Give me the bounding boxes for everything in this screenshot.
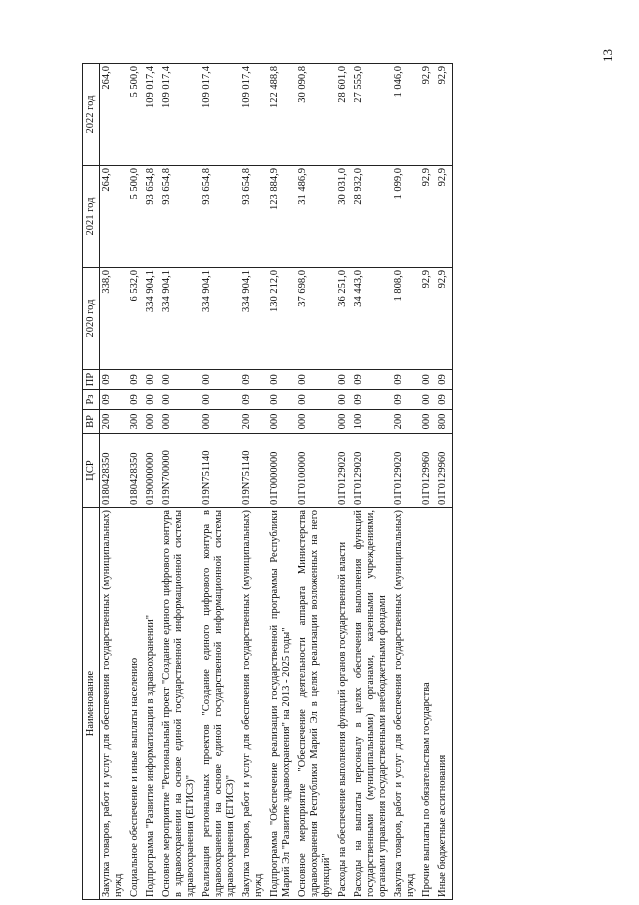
table-row — [436, 64, 453, 900]
cell-vr: 000 — [336, 410, 352, 434]
table-body — [100, 64, 453, 900]
cell-rz: 00 — [420, 390, 436, 410]
cell-2020: 6 532,0 — [128, 268, 144, 370]
cell-csr: 01Г0000000 — [268, 434, 296, 508]
cell-name: Закупка товаров, работ и услуг для обеспечения государственных (муниципальных) нужд — [392, 508, 420, 900]
cell-2020: 37 698,0 — [296, 268, 336, 370]
table-row — [200, 64, 240, 900]
cell-2022: 122 488,8 — [268, 64, 296, 166]
header-pr: ПР — [83, 370, 100, 390]
cell-2020: 334 904,1 — [200, 268, 240, 370]
cell-2022: 109 017,4 — [240, 64, 268, 166]
cell-2021: 264,0 — [100, 166, 129, 268]
cell-vr: 300 — [128, 410, 144, 434]
cell-2020: 36 251,0 — [336, 268, 352, 370]
cell-2021: 93 654,8 — [200, 166, 240, 268]
cell-vr: 200 — [100, 410, 129, 434]
cell-name: Подпрограмма "Развитие информатизации в здравоохранении" — [144, 508, 160, 900]
cell-rz: 09 — [352, 390, 392, 410]
cell-2021: 92,9 — [436, 166, 453, 268]
cell-pr: 09 — [436, 370, 453, 390]
cell-2020: 34 443,0 — [352, 268, 392, 370]
cell-csr: 01Г0129020 — [336, 434, 352, 508]
cell-name: Расходы на выплаты персоналу в целях обеспечения выполнения функций государственными (муниципальными) органами, казенными учреждениями, органами управления государственными внебюджетными фондами — [352, 508, 392, 900]
cell-2022: 28 601,0 — [336, 64, 352, 166]
cell-2022: 109 017,4 — [200, 64, 240, 166]
table-header — [83, 64, 100, 900]
cell-name: Реализация региональных проектов "Создание единого цифрового контура в здравоохранении на основе единой государственной информационной системы здравоохранения (ЕГИСЗ)" — [200, 508, 240, 900]
cell-2020: 92,9 — [436, 268, 453, 370]
table-row — [100, 64, 129, 900]
header-2021: 2021 год — [83, 166, 100, 268]
cell-pr: 00 — [144, 370, 160, 390]
cell-2022: 109 017,4 — [144, 64, 160, 166]
cell-pr: 00 — [336, 370, 352, 390]
cell-csr: 01Г0129960 — [436, 434, 453, 508]
cell-vr: 100 — [352, 410, 392, 434]
header-name: Наименование — [83, 508, 100, 900]
table-row — [352, 64, 392, 900]
cell-2020: 334 904,1 — [144, 268, 160, 370]
cell-pr: 00 — [200, 370, 240, 390]
cell-2021: 92,9 — [420, 166, 436, 268]
cell-csr: 01Г0129020 — [352, 434, 392, 508]
cell-pr: 00 — [160, 370, 200, 390]
header-2022: 2022 год — [83, 64, 100, 166]
cell-rz: 09 — [128, 390, 144, 410]
cell-csr: 01Г0100000 — [296, 434, 336, 508]
cell-2021: 31 486,9 — [296, 166, 336, 268]
cell-2021: 93 654,8 — [160, 166, 200, 268]
table-row — [336, 64, 352, 900]
cell-rz: 09 — [392, 390, 420, 410]
table-row — [392, 64, 420, 900]
cell-csr: 0180428350 — [100, 434, 129, 508]
cell-csr: 019N700000 — [160, 434, 200, 508]
cell-csr: 01Г0129960 — [420, 434, 436, 508]
cell-csr: 01Г0129020 — [392, 434, 420, 508]
cell-2020: 1 808,0 — [392, 268, 420, 370]
header-row — [83, 64, 100, 900]
cell-2022: 5 500,0 — [128, 64, 144, 166]
cell-name: Социальное обеспечение и иные выплаты населению — [128, 508, 144, 900]
cell-name: Иные бюджетные ассигнования — [436, 508, 453, 900]
cell-rz: 00 — [336, 390, 352, 410]
cell-vr: 000 — [420, 410, 436, 434]
cell-vr: 000 — [268, 410, 296, 434]
cell-2021: 28 932,0 — [352, 166, 392, 268]
cell-pr: 09 — [392, 370, 420, 390]
header-rz: Рз — [83, 390, 100, 410]
cell-rz: 09 — [240, 390, 268, 410]
cell-name: Расходы на обеспечение выполнения функций органов государственной власти — [336, 508, 352, 900]
cell-vr: 000 — [160, 410, 200, 434]
cell-pr: 09 — [100, 370, 129, 390]
cell-name: Прочие выплаты по обязательствам государства — [420, 508, 436, 900]
cell-2020: 334 904,1 — [160, 268, 200, 370]
cell-rz: 00 — [296, 390, 336, 410]
cell-pr: 09 — [240, 370, 268, 390]
cell-2020: 338,0 — [100, 268, 129, 370]
cell-vr: 000 — [200, 410, 240, 434]
cell-2022: 27 555,0 — [352, 64, 392, 166]
cell-2021: 93 654,8 — [144, 166, 160, 268]
table-row — [296, 64, 336, 900]
cell-pr: 00 — [296, 370, 336, 390]
cell-rz: 00 — [200, 390, 240, 410]
cell-2022: 109 017,4 — [160, 64, 200, 166]
budget-table — [82, 63, 453, 900]
table-row — [240, 64, 268, 900]
cell-2021: 123 884,9 — [268, 166, 296, 268]
cell-2021: 1 099,0 — [392, 166, 420, 268]
cell-2020: 92,9 — [420, 268, 436, 370]
cell-2022: 92,9 — [436, 64, 453, 166]
cell-name: Основное мероприятие "Региональный проект "Создание единого цифрового контура в здравоохранении на основе единой государственной информационной системы здравоохранения (ЕГИСЗ)" — [160, 508, 200, 900]
cell-vr: 800 — [436, 410, 453, 434]
cell-name: Подпрограмма "Обеспечение реализации государственной программы Республики Марий Эл "Развитие здравоохранения" на 2013 - 2025 годы" — [268, 508, 296, 900]
cell-pr: 09 — [352, 370, 392, 390]
header-vr: ВР — [83, 410, 100, 434]
cell-2022: 92,9 — [420, 64, 436, 166]
rotated-page-content — [82, 64, 560, 900]
cell-vr: 200 — [240, 410, 268, 434]
cell-name: Закупка товаров, работ и услуг для обеспечения государственных (муниципальных) нужд — [100, 508, 129, 900]
page-number: 13 — [600, 49, 615, 62]
cell-2022: 264,0 — [100, 64, 129, 166]
cell-csr: 0190000000 — [144, 434, 160, 508]
table-row — [420, 64, 436, 900]
cell-vr: 000 — [144, 410, 160, 434]
cell-2020: 130 212,0 — [268, 268, 296, 370]
table-row — [128, 64, 144, 900]
header-csr: ЦСР — [83, 434, 100, 508]
cell-pr: 09 — [128, 370, 144, 390]
table-row — [144, 64, 160, 900]
cell-name: Основное мероприятие "Обеспечение деятельности аппарата Министерства здравоохранения Республики Марий Эл в целях реализации возложенных на него функций" — [296, 508, 336, 900]
table-row — [268, 64, 296, 900]
cell-2020: 334 904,1 — [240, 268, 268, 370]
cell-csr: 0180428350 — [128, 434, 144, 508]
table-row — [160, 64, 200, 900]
cell-2022: 1 046,0 — [392, 64, 420, 166]
cell-pr: 00 — [420, 370, 436, 390]
cell-rz: 00 — [144, 390, 160, 410]
cell-2021: 5 500,0 — [128, 166, 144, 268]
cell-name: Закупка товаров, работ и услуг для обеспечения государственных (муниципальных) нужд — [240, 508, 268, 900]
cell-rz: 00 — [160, 390, 200, 410]
cell-2022: 30 090,8 — [296, 64, 336, 166]
cell-vr: 200 — [392, 410, 420, 434]
cell-rz: 00 — [268, 390, 296, 410]
cell-csr: 019N751140 — [200, 434, 240, 508]
cell-2021: 93 654,8 — [240, 166, 268, 268]
cell-vr: 000 — [296, 410, 336, 434]
cell-rz: 09 — [436, 390, 453, 410]
cell-pr: 00 — [268, 370, 296, 390]
header-2020: 2020 год — [83, 268, 100, 370]
cell-rz: 09 — [100, 390, 129, 410]
cell-2021: 30 031,0 — [336, 166, 352, 268]
cell-csr: 019N751140 — [240, 434, 268, 508]
